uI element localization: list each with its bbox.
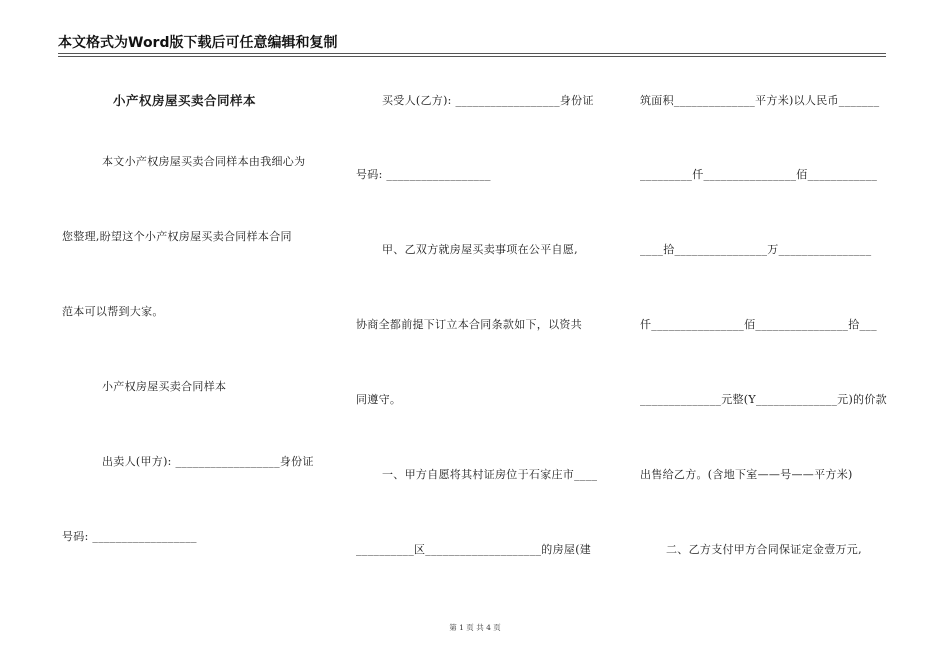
buyer-id-line: 号码: __________________ [356, 168, 491, 181]
page-header: 本文格式为Word版下载后可任意编辑和复制 [58, 35, 338, 51]
text-column-2 [356, 0, 636, 620]
seller-line: 出卖人(甲方): __________________身份证 [102, 455, 314, 468]
intro-line: 范本可以帮到大家。 [62, 305, 164, 318]
clause-1-line: 仟________________佰________________拾___ [640, 318, 877, 331]
text-column-3 [640, 0, 920, 620]
text-column-1 [62, 0, 342, 620]
section-heading: 小产权房屋买卖合同样本 [102, 380, 227, 393]
seller-id-line: 号码: __________________ [62, 530, 197, 543]
agreement-line: 协商全都前提下订立本合同条款如下，以资共 [356, 318, 582, 331]
clause-2-line: 二、乙方支付甲方合同保证定金壹万元, [666, 543, 862, 556]
document-title: 小产权房屋买卖合同样本 [113, 93, 257, 108]
clause-1-line: _________仟________________佰____________ [640, 168, 878, 181]
clause-1-line: 出售给乙方。(含地下室——号——平方米) [640, 468, 853, 481]
page-footer: 第 1 页 共 4 页 [449, 623, 501, 632]
agreement-line: 同遵守。 [356, 393, 402, 406]
clause-1-line: 一、甲方自愿将其村证房位于石家庄市____ [382, 468, 598, 481]
clause-1-line: ______________元整(Y______________元)的价款 [640, 393, 887, 406]
intro-line: 您整理,盼望这个小产权房屋买卖合同样本合同 [62, 230, 292, 243]
clause-1-line: ____拾________________万________________ [640, 243, 872, 256]
agreement-line: 甲、乙双方就房屋买卖事项在公平自愿, [382, 243, 578, 256]
clause-1-line: __________区____________________的房屋(建 [356, 543, 592, 556]
clause-1-line: 筑面积______________平方米)以人民币_______ [640, 94, 880, 107]
intro-line: 本文小产权房屋买卖合同样本由我细心为 [102, 155, 306, 168]
buyer-line: 买受人(乙方): __________________身份证 [382, 94, 594, 107]
